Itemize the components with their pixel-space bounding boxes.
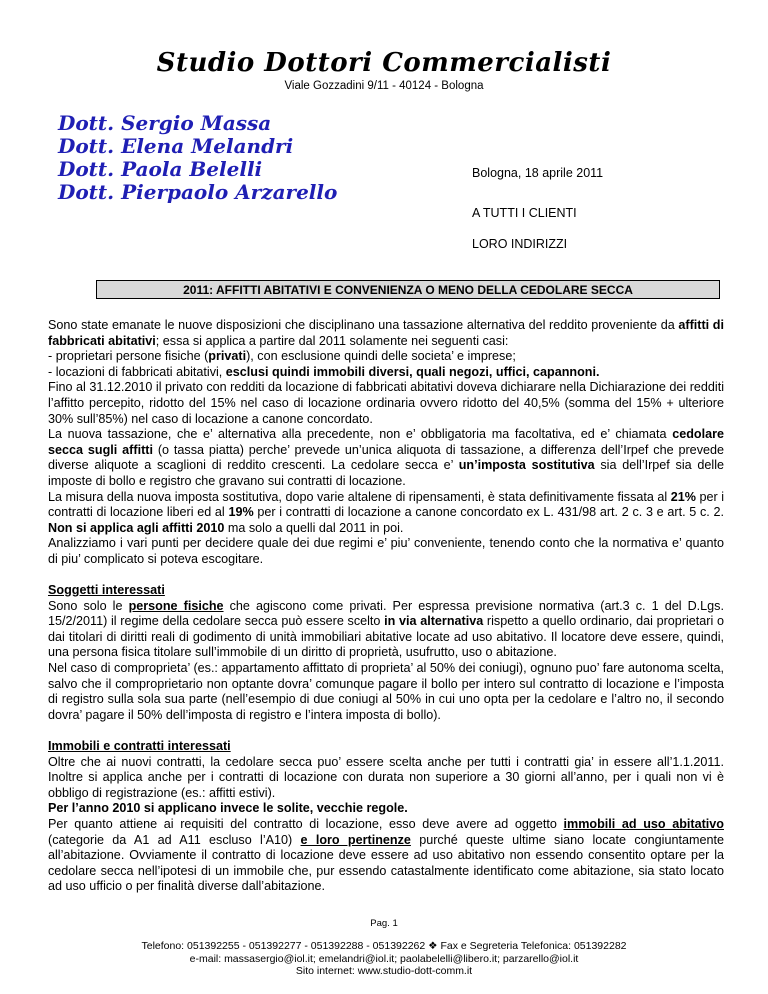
text: La nuova tassazione, che e’ alternativa alla precedente, non e’ obbligatoria ma facoltativa, ed e’ chiamata bbox=[48, 427, 673, 442]
subject-box: 2011: AFFITTI ABITATIVI E CONVENIENZA O MENO DELLA CEDOLARE SECCA bbox=[96, 280, 720, 299]
text: per i contratti di locazione a canone concordato ex L. 431/98 art. 2 c. 3 e art. 5 c. 2. bbox=[253, 505, 724, 520]
paragraph: Fino al 31.12.2010 il privato con redditi da locazione di fabbricati abitativi doveva dichiarare nella Dichiarazione dei redditi l’affitto percepito, ridotto del 15% nel caso di locazione ordinaria ovvero ridotto del 40,5% (somma del 15% + ulteriore 30% sull’85%) nel caso di locazione a canone concordato. bbox=[48, 380, 724, 426]
text: - locazioni di fabbricati abitativi, bbox=[48, 364, 226, 379]
text: - proprietari persone fisiche ( bbox=[48, 349, 209, 364]
footer-website: Sito internet: www.studio-dott-comm.it bbox=[295, 965, 473, 977]
recipient-line: A TUTTI I CLIENTI bbox=[472, 206, 577, 220]
text: (o tassa piatta) perche’ prevede un’unica aliquota di tassazione, a differenza dell’Irpef che prevede diverse aliquote a scaglioni di reddito crescenti. La cedolare secca e’ bbox=[48, 442, 724, 473]
bold-underlined-text: immobili ad uso abitativo bbox=[563, 817, 724, 831]
recipient-line: LORO INDIRIZZI bbox=[472, 237, 568, 251]
paragraph bbox=[48, 817, 724, 895]
bold-text: 21% bbox=[670, 489, 696, 504]
text: ), con esclusione quindi delle societa’ e imprese; bbox=[246, 349, 516, 364]
text: che agiscono come privati. Per espressa previsione normativa (art.3 c. 1 del D.Lgs. 15/2/2011) il regime della cedolare secca può essere scelto bbox=[48, 598, 724, 629]
paragraph bbox=[48, 365, 724, 381]
text: Sono state emanate le nuove disposizioni che disciplinano una tassazione alternativa del reddito proveniente da bbox=[48, 318, 679, 332]
page-number: Pag. 1 bbox=[370, 918, 398, 929]
paragraph bbox=[48, 599, 724, 661]
footer-phones: Telefono: 051392255 - 051392277 - 051392288 - 051392262 ❖ Fax e Segreteria Telefonica: 051392282 bbox=[141, 940, 627, 952]
footer-emails: e-mail: massasergio@iol.it; emelandri@iol.it; paolabelelli@libero.it; parzarello@iol.it bbox=[189, 952, 579, 965]
paragraph bbox=[48, 427, 724, 489]
text: Sono solo le bbox=[48, 598, 129, 613]
text: rispetto a quello ordinario, dai proprietari o dai titolari di diritti reali di godimento di unità immobiliari abitative locate ad uso abitativo. Il locatore deve essere, quindi, una persona fisica titolare sull’immobile di un diritto di proprietà, usufrutto, uso o abitazione. bbox=[48, 614, 724, 660]
bold-text: affitti di fabbricati abitativi bbox=[48, 318, 725, 348]
text: La misura della nuova imposta sostitutiva, dopo varie altalene di ripensamenti, è stata definitivamente fissata al bbox=[48, 489, 671, 504]
bold-text: Non si applica agli affitti 2010 bbox=[48, 520, 225, 535]
bold-text: cedolare secca sugli affitti bbox=[48, 427, 724, 457]
partner-name: Dott. Sergio Massa bbox=[58, 111, 272, 135]
letter-date: Bologna, 18 aprile 2011 bbox=[472, 166, 604, 180]
text: purché queste ultime siano locate congiuntamente all’abitazione. Ovviamente il contratto di locazione deve essere ad uso abitativo non essendo consentito optare per la cedolare secca nell’ipotesi di un immobile che, pur essendo catastalmente identificato come abitazione, sia stato locato ad uso ufficio o per finalità diverse dall’abitazione. bbox=[48, 832, 724, 894]
text: Per quanto attiene ai requisiti del contratto di locazione, esso deve avere ad oggetto bbox=[48, 817, 564, 831]
letter-body bbox=[48, 318, 724, 895]
partners-list bbox=[58, 112, 337, 204]
text: sia dell’Irpef sia delle imposte di bollo e registro che gravano sui contratti di locazione. bbox=[48, 458, 725, 488]
section-heading: Soggetti interessati bbox=[48, 583, 165, 598]
bold-underlined-text: persone fisiche bbox=[128, 598, 224, 613]
paragraph bbox=[48, 490, 724, 537]
paragraph bbox=[48, 349, 724, 365]
partner-name: Dott. Pierpaolo Arzarello bbox=[58, 180, 338, 204]
footer bbox=[0, 940, 768, 978]
bold-text: privati bbox=[208, 349, 247, 364]
bold-underlined-text: e loro pertinenze bbox=[300, 832, 411, 847]
paragraph: Oltre che ai nuovi contratti, la cedolare secca puo’ essere scelta anche per tutti i contratti gia’ in essere all’1.1.2011. Inoltre si applica anche per i contratti di locazione con durata non superiore a 30 giorni all’anno, per i quali non vi è obbligo di registrazione (es.: affitti estivi). bbox=[48, 754, 724, 800]
partner-name: Dott. Elena Melandri bbox=[58, 134, 294, 158]
bold-text: in via alternativa bbox=[384, 614, 484, 629]
text: per i contratti di locazione liberi ed al bbox=[48, 489, 724, 520]
bold-text: un’imposta sostitutiva bbox=[458, 458, 595, 473]
text: ma solo a quelli dal 2011 in poi. bbox=[224, 520, 404, 535]
text: (categorie da A1 ad A11 escluso l’A10) bbox=[48, 832, 301, 847]
studio-address: Viale Gozzadini 9/11 - 40124 - Bologna bbox=[284, 80, 484, 92]
paragraph: Per l’anno 2010 si applicano invece le solite, vecchie regole. bbox=[48, 801, 408, 816]
bold-text: esclusi quindi immobili diversi, quali negozi, uffici, capannoni. bbox=[225, 364, 600, 379]
paragraph: Nel caso di comproprieta’ (es.: appartamento affittato di proprieta’ al 50% dei coniugi), ognuno puo’ fare autonoma scelta, salvo che il comproprietario non optante dovra’ comunque pagare il bollo per intero sul contratto di locazione e l’imposta di registro sulla sola sua parte (nell’esempio di due coniugi al 50% in cui uno opta per la cedolare e l’altro no, il secondo dovra’ pagare il 50% dell’imposta di registro e l’intera imposta di bollo). bbox=[48, 661, 724, 722]
studio-name: Studio Dottori Commercialisti bbox=[156, 48, 612, 78]
bold-text: 19% bbox=[228, 505, 254, 520]
partner-name: Dott. Paola Belelli bbox=[58, 157, 263, 181]
section-heading: Immobili e contratti interessati bbox=[48, 739, 231, 754]
paragraph bbox=[48, 318, 724, 349]
paragraph: Analizziamo i vari punti per decidere quale dei due regimi e’ piu’ conveniente, tenendo conto che la normativa e’ quanto di piu’ complicato si poteva escogitare. bbox=[48, 536, 724, 566]
text: ; essa si applica a partire dal 2011 solamente nei seguenti casi: bbox=[155, 333, 509, 348]
